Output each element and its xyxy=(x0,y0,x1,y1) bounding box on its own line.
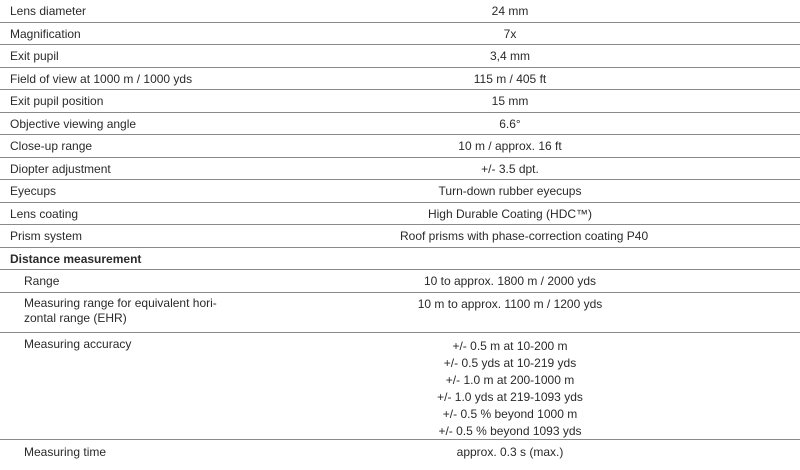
spec-row-lens-diameter xyxy=(0,0,800,23)
spec-value: 3,4 mm xyxy=(489,49,530,63)
spec-value: +/- 3.5 dpt. xyxy=(481,161,539,176)
spec-row-eyecups xyxy=(0,180,800,203)
accuracy-values xyxy=(400,338,620,440)
spec-row-measuring-time xyxy=(0,440,800,470)
spec-label: Range xyxy=(24,274,60,288)
spec-label: Objective viewing angle xyxy=(10,116,137,131)
spec-value: approx. 0.3 s (max.) xyxy=(456,444,564,459)
spec-label: Magnification xyxy=(10,26,81,41)
section-heading-row xyxy=(0,248,800,271)
spec-row-exit-pupil xyxy=(0,45,800,68)
accuracy-line: +/- 0.5 yds at 10-219 yds xyxy=(443,355,577,370)
section-heading: Distance measurement xyxy=(10,251,142,266)
spec-label: Measuring time xyxy=(24,444,107,459)
accuracy-line: +/- 1.0 yds at 219-1093 yds xyxy=(437,389,583,404)
spec-value: Roof prisms with phase-correction coating P40 xyxy=(400,229,649,243)
spec-row-magnification xyxy=(0,23,800,46)
spec-label: Measuring range for equivalent hori- zontal range (EHR) xyxy=(24,295,217,325)
spec-label: Field of view at 1000 m / 1000 yds xyxy=(10,71,193,86)
spec-label: Eyecups xyxy=(10,184,57,198)
accuracy-line: +/- 0.5 m at 10-200 m xyxy=(452,338,568,353)
spec-row-diopter-adjustment xyxy=(0,158,800,181)
spec-value: 10 m / approx. 16 ft xyxy=(458,139,562,153)
spec-value: 115 m / 405 ft xyxy=(473,71,547,86)
spec-value: 24 mm xyxy=(491,4,529,18)
spec-value: 10 to approx. 1800 m / 2000 yds xyxy=(423,274,597,288)
spec-row-range xyxy=(0,270,800,293)
spec-value: 7x xyxy=(503,26,517,41)
spec-label: Exit pupil position xyxy=(10,94,104,108)
accuracy-line: +/- 0.5 % beyond 1000 m xyxy=(442,406,578,421)
spec-row-field-of-view xyxy=(0,68,800,91)
spec-row-ehr xyxy=(0,293,800,333)
spec-label: Exit pupil xyxy=(10,49,59,63)
spec-label: Diopter adjustment xyxy=(10,161,111,176)
spec-row-lens-coating xyxy=(0,203,800,226)
spec-value: 10 m to approx. 1100 m / 1200 yds xyxy=(417,296,603,311)
spec-label: Prism system xyxy=(10,229,82,243)
spec-value: 6.6° xyxy=(499,116,521,131)
accuracy-line: +/- 1.0 m at 200-1000 m xyxy=(445,372,575,387)
spec-row-measuring-accuracy xyxy=(0,333,800,440)
spec-value: High Durable Coating (HDC™) xyxy=(427,206,593,221)
spec-value: 15 mm xyxy=(491,94,529,108)
spec-row-prism-system xyxy=(0,225,800,248)
spec-row-exit-pupil-position xyxy=(0,90,800,113)
spec-label: Close-up range xyxy=(10,139,93,153)
spec-row-objective-viewing-angle xyxy=(0,113,800,136)
spec-row-close-up-range xyxy=(0,135,800,158)
spec-label: Lens diameter xyxy=(10,4,87,18)
accuracy-line: +/- 0.5 % beyond 1093 yds xyxy=(438,423,582,438)
spec-value: Turn-down rubber eyecups xyxy=(438,184,582,198)
spec-label: Measuring accuracy xyxy=(24,336,132,351)
spec-label: Lens coating xyxy=(10,206,79,221)
